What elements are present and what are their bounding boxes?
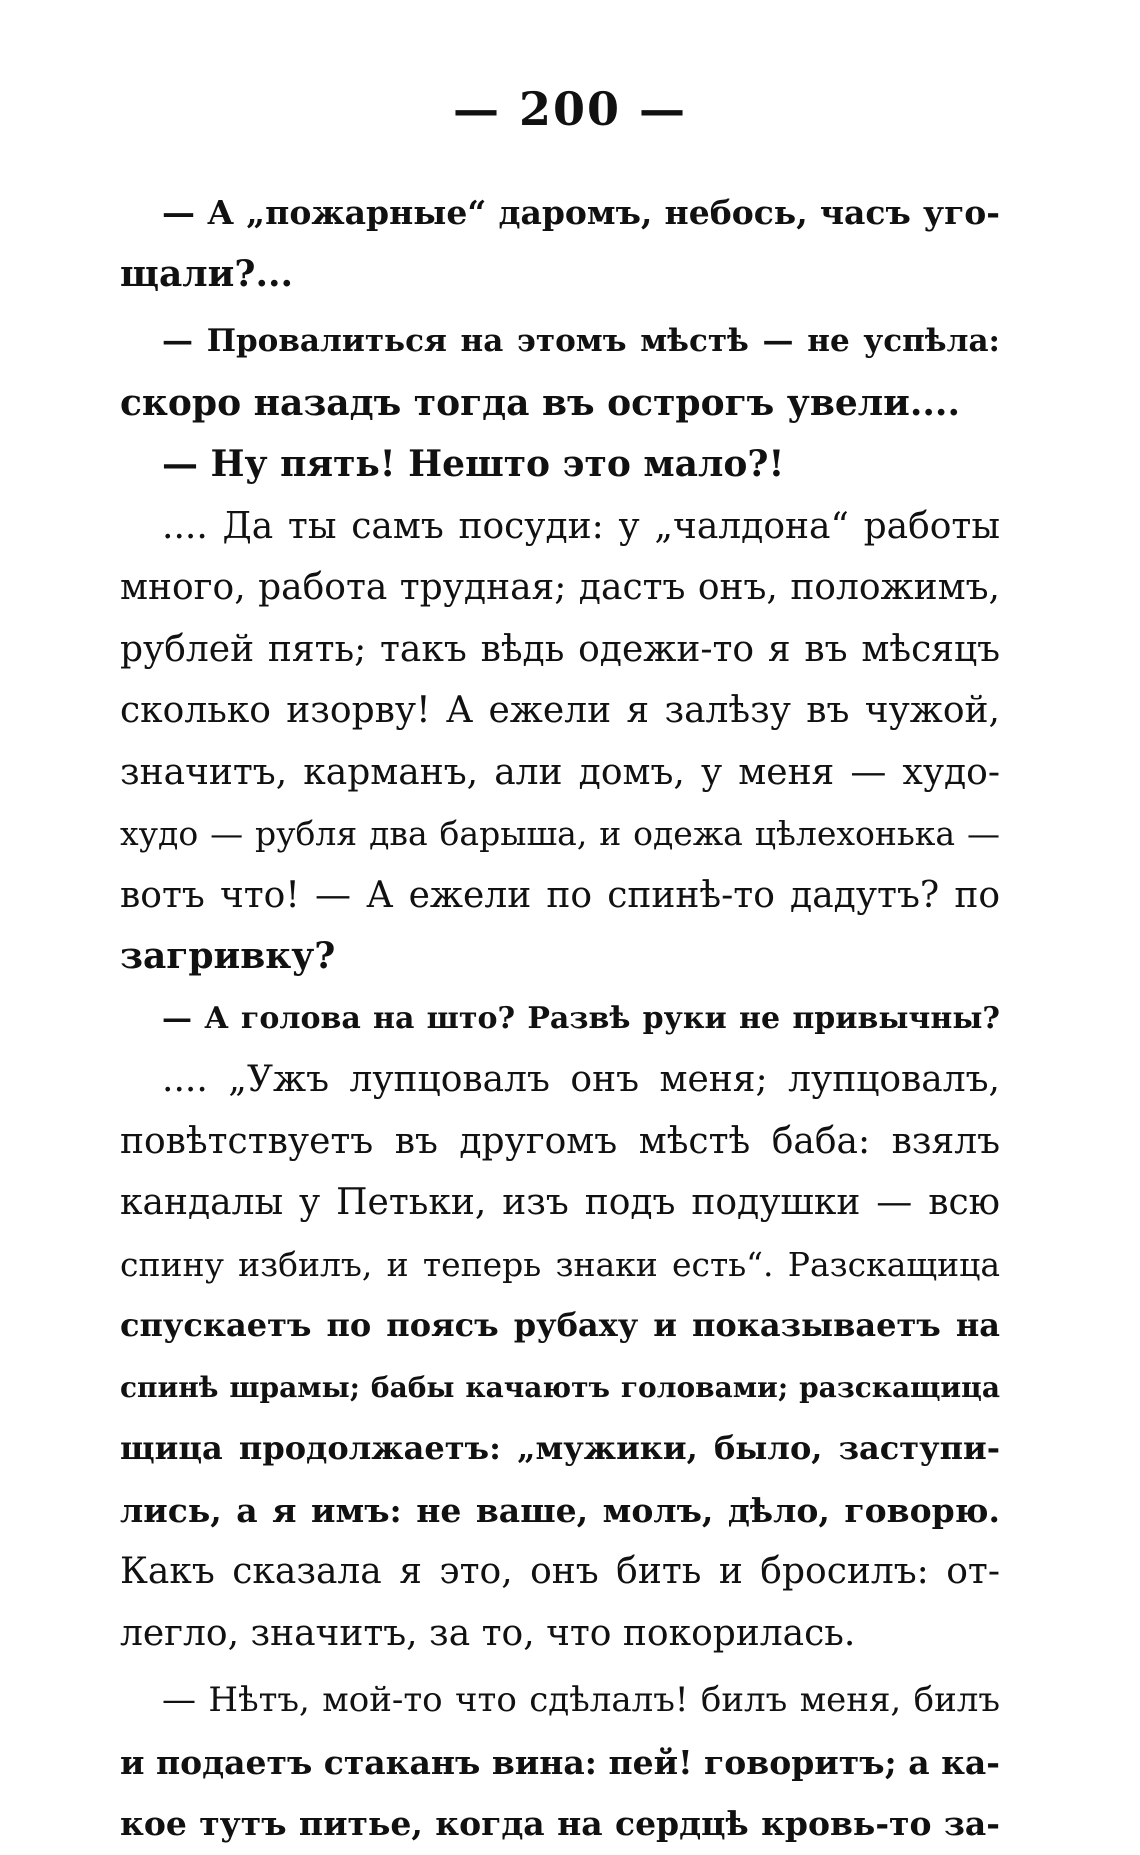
text-line: вотъ что! — А ежели по спинѣ-то дадутъ? по	[120, 874, 1000, 916]
text-line: повѣтствуетъ въ другомъ мѣстѣ баба: взялъ	[120, 1120, 1000, 1162]
text-line: кандалы у Петьки, изъ подъ подушки — всю	[120, 1182, 1000, 1223]
text-line: спинѣ шрамы; бабы качаютъ головами; разскащица	[120, 1370, 1000, 1404]
text-line: скоро назадъ тогда въ острогъ увели....	[120, 381, 960, 424]
text-line: худо — рубля два барыша, и одежа цѣлехонька —	[120, 814, 1000, 853]
text-line: Какъ сказала я это, онъ бить и бросилъ: от-	[120, 1551, 1000, 1592]
text-line: спускаетъ по поясъ рубаху и показываетъ на	[120, 1306, 1000, 1344]
text-line: спину избилъ, и теперь знаки есть“. Разскащица	[120, 1244, 1000, 1284]
text-line: значитъ, карманъ, али домъ, у меня — худо-	[120, 751, 1000, 793]
page-body-text	[120, 182, 1000, 1855]
text-line: сколько изорву! А ежели я залѣзу въ чужой,	[120, 690, 1000, 731]
text-line: и подаетъ стаканъ вина: пей! говоритъ; а ка-	[120, 1742, 1000, 1782]
text-line: — Нѣтъ, мой-то что сдѣлалъ! билъ меня, билъ	[162, 1680, 1000, 1720]
text-line: лись, а я имъ: не ваше, молъ, дѣло, говорю.	[120, 1490, 1000, 1530]
text-line: .... „Ужъ лупцовалъ онъ меня; лупцовалъ,	[162, 1059, 1000, 1100]
text-line: загривку?	[120, 935, 336, 977]
text-line: — Провалиться на этомъ мѣстѣ — не успѣла:	[162, 323, 1000, 359]
text-line: .... Да ты самъ посуди: у „чалдона“ работы	[162, 505, 1000, 547]
text-line: рублей пять; такъ вѣдь одежи-то я въ мѣсяцъ	[120, 628, 1000, 670]
page-number: — 200 —	[452, 82, 688, 136]
text-line: — А „пожарные“ даромъ, небось, часъ уго-	[162, 193, 1000, 232]
text-line: — А голова на што? Развѣ руки не привычны?	[162, 1000, 1000, 1036]
text-line: много, работа трудная; дастъ онъ, положимъ,	[120, 567, 1000, 608]
text-line: легло, значитъ, за то, что покорилась.	[120, 1612, 856, 1654]
text-line: кое тутъ питье, когда на сердцѣ кровь-то за-	[120, 1804, 1000, 1843]
text-line: — Ну пять! Нешто это мало?!	[162, 443, 785, 485]
text-line: щица продолжаетъ: „мужики, было, заступи-	[120, 1429, 1000, 1467]
text-line: щали?...	[120, 252, 294, 295]
